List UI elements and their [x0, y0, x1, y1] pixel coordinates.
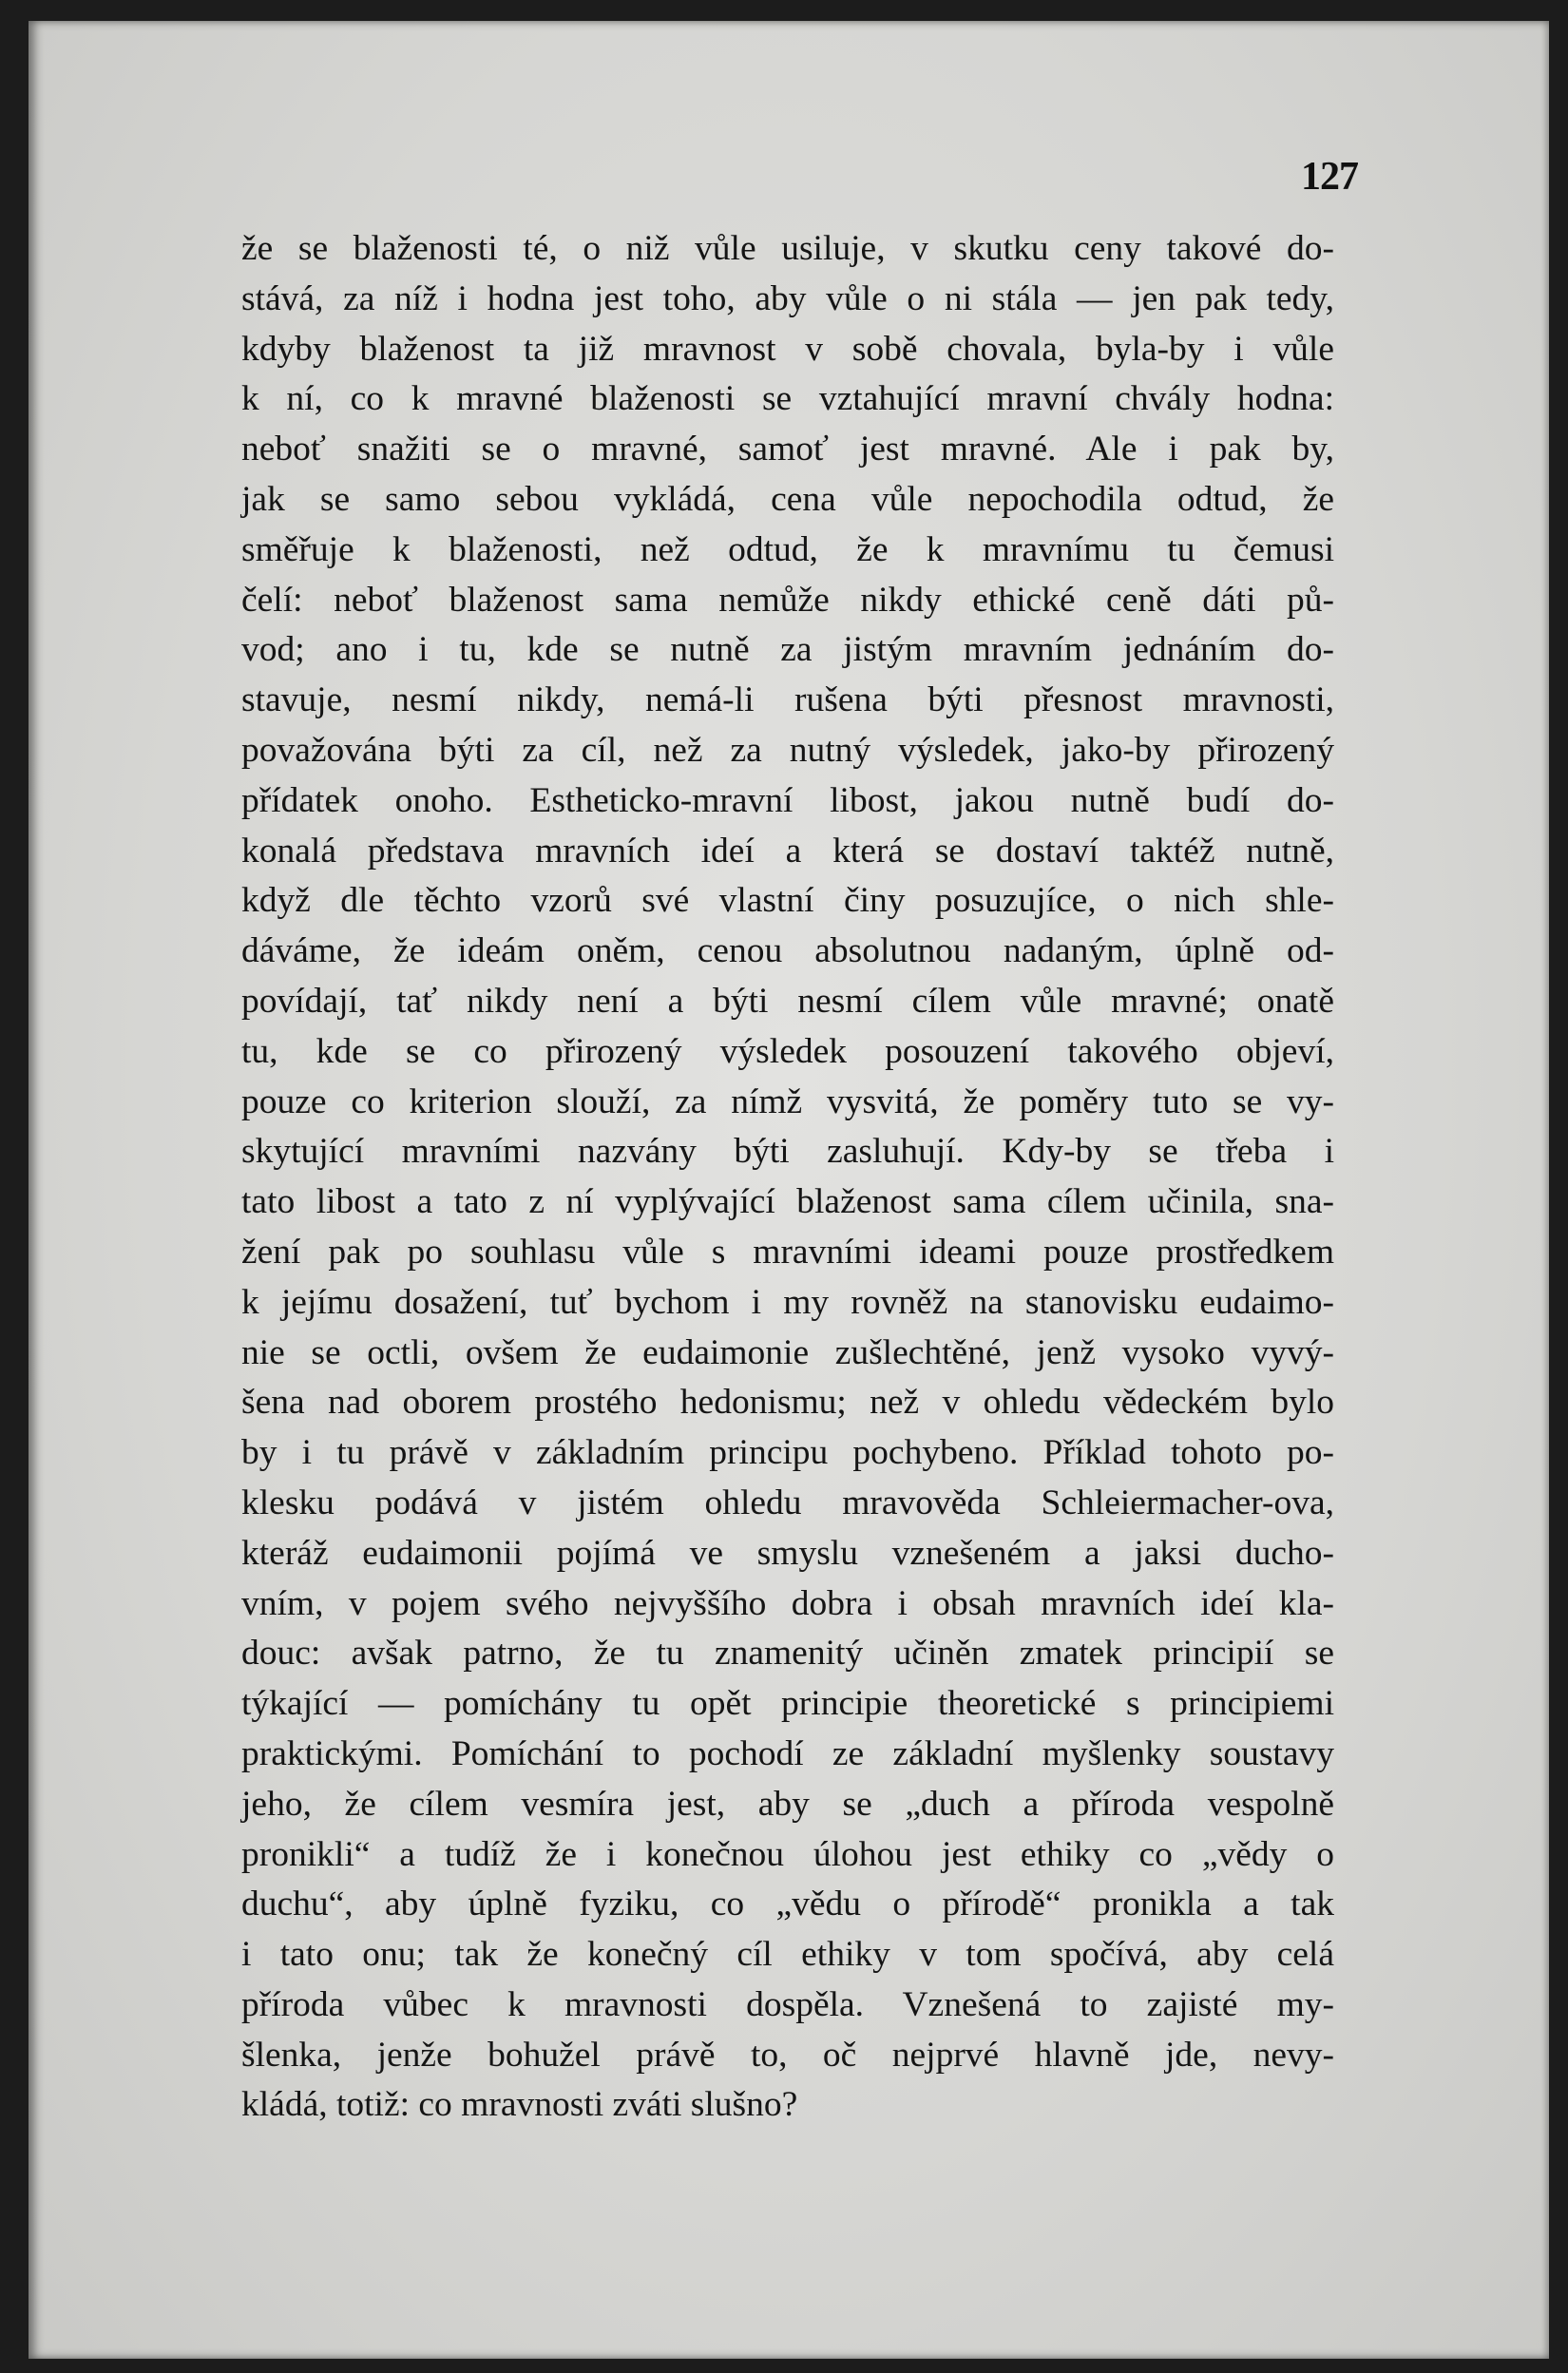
text-line: i tato onu; tak že konečný cíl ethiky v tom spočívá, aby celá [241, 1935, 1334, 1975]
text-line: stavuje, nesmí nikdy, nemá-li rušena býti přesnost mravnosti, [241, 680, 1334, 720]
text-line: vod; ano i tu, kde se nutně za jistým mravním jednáním do- [241, 630, 1334, 670]
text-line: stává, za níž i hodna jest toho, aby vůle o ni stála — jen pak tedy, [241, 278, 1334, 318]
text-line: přídatek onoho. Estheticko-mravní libost, jakou nutně budí do- [241, 780, 1334, 820]
text-line: k ní, co k mravné blaženosti se vztahující mravní chvály hodna: [241, 379, 1334, 419]
text-line: vním, v pojem svého nejvyššího dobra i obsah mravních ideí kla- [241, 1583, 1334, 1623]
text-line: že se blaženosti té, o niž vůle usiluje, v skutku ceny takové do- [241, 229, 1334, 268]
text-line: tu, kde se co přirozený výsledek posouzení takového objeví, [241, 1031, 1334, 1071]
text-line: žení pak po souhlasu vůle s mravními ideami pouze prostředkem [241, 1232, 1334, 1272]
text-line: douc: avšak patrno, že tu znamenitý učiněn zmatek principií se [241, 1634, 1334, 1674]
text-line: šlenka, jenže bohužel právě to, oč nejprvé hlavně jde, nevy- [241, 2035, 1334, 2075]
text-line: když dle těchto vzorů své vlastní činy posuzujíce, o nich shle- [241, 881, 1334, 921]
text-line: šena nad oborem prostého hedonismu; než v ohledu vědeckém bylo [241, 1383, 1334, 1423]
text-line: neboť snažiti se o mravné, samoť jest mravné. Ale i pak by, [241, 430, 1334, 469]
text-line: pronikli“ a tudíž že i konečnou úlohou jest ethiky co „vědy o [241, 1834, 1334, 1874]
text-line: dáváme, že ideám oněm, cenou absolutnou nadaným, úplně od- [241, 931, 1334, 971]
text-line: tato libost a tato z ní vyplývající blaženost sama cílem učinila, sna- [241, 1182, 1334, 1222]
text-line: duchu“, aby úplně fyziku, co „vědu o přírodě“ pronikla a tak [241, 1885, 1334, 1924]
text-line: k jejímu dosažení, tuť bychom i my rovněž na stanovisku eudaimo- [241, 1282, 1334, 1322]
text-line: čelí: neboť blaženost sama nemůže nikdy ethické ceně dáti pů- [241, 580, 1334, 620]
text-line: nie se octli, ovšem že eudaimonie zušlechtěné, jenž vysoko vyvý- [241, 1332, 1334, 1372]
text-line: směřuje k blaženosti, než odtud, že k mravnímu tu čemusi [241, 529, 1334, 569]
text-line: příroda vůbec k mravnosti dospěla. Vznešená to zajisté my- [241, 1984, 1334, 2024]
text-line: týkající — pomíchány tu opět principie theoretické s principiemi [241, 1684, 1334, 1724]
text-line: klesku podává v jistém ohledu mravověda Schleiermacher-ova, [241, 1483, 1334, 1522]
text-line: jak se samo sebou vykládá, cena vůle nepochodila odtud, že [241, 479, 1334, 519]
body-text [241, 224, 1334, 2131]
page-number: 127 [1301, 155, 1358, 199]
text-line: pouze co kriterion slouží, za nímž vysvitá, že poměry tuto se vy- [241, 1081, 1334, 1121]
text-line: jeho, že cílem vesmíra jest, aby se „duch a příroda vespolně [241, 1784, 1334, 1824]
text-line: považována býti za cíl, než za nutný výsledek, jako-by přirozený [241, 730, 1334, 770]
text-line: kdyby blaženost ta již mravnost v sobě chovala, byla-by i vůle [241, 329, 1334, 369]
text-line: kládá, totiž: co mravnosti zváti slušno? [241, 2085, 798, 2125]
text-line: konalá představa mravních ideí a která se dostaví taktéž nutně, [241, 831, 1334, 871]
text-line: kteráž eudaimonii pojímá ve smyslu vznešeném a jaksi ducho- [241, 1533, 1334, 1573]
text-line: povídají, tať nikdy není a býti nesmí cílem vůle mravné; onatě [241, 981, 1334, 1021]
text-line: by i tu právě v základním principu pochybeno. Příklad tohoto po- [241, 1433, 1334, 1473]
text-line: skytující mravními nazvány býti zasluhují. Kdy-by se třeba i [241, 1132, 1334, 1172]
text-line: praktickými. Pomíchání to pochodí ze základní myšlenky soustavy [241, 1733, 1334, 1773]
